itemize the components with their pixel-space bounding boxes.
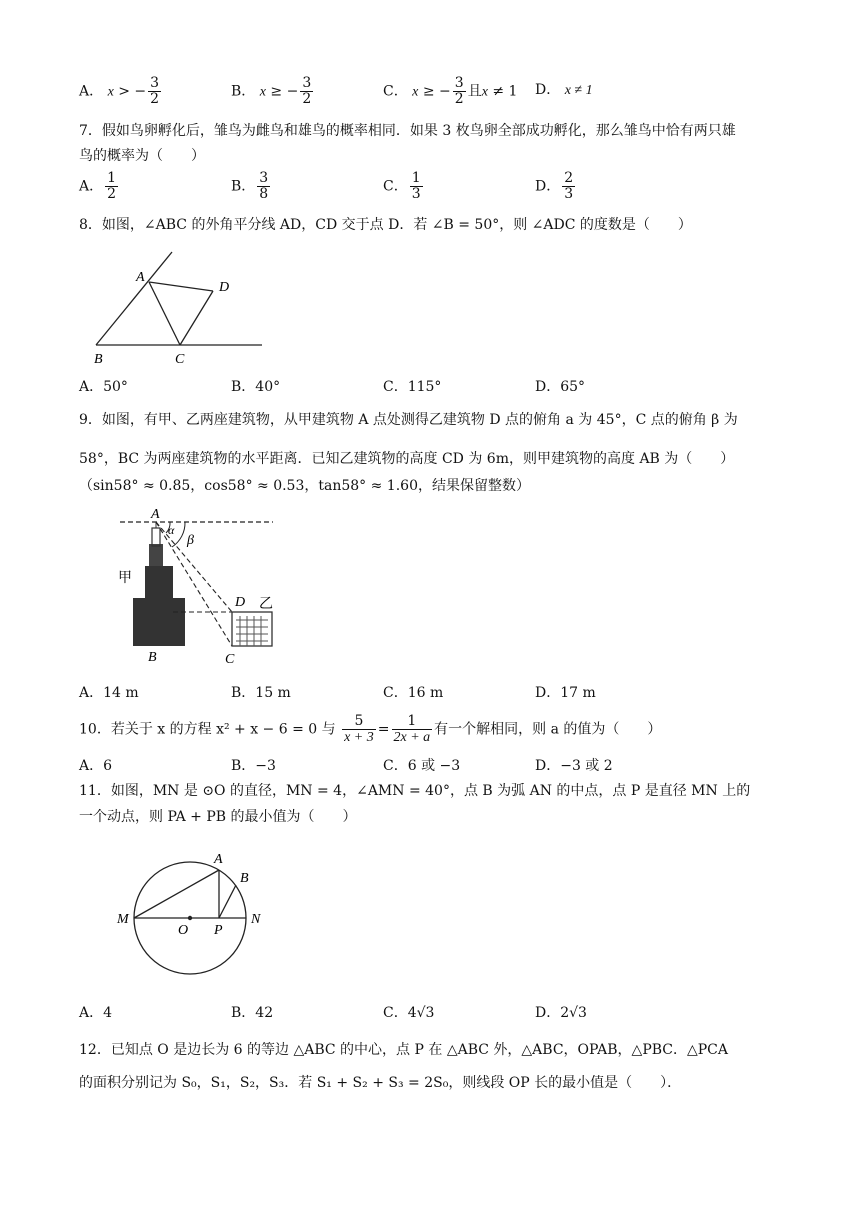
denominator: 3 — [564, 186, 574, 202]
q7-option-b — [231, 171, 272, 202]
q10-option-b: B．−3 — [231, 758, 276, 774]
label-o: O — [178, 923, 189, 938]
q9-figure — [115, 500, 295, 670]
option-label: A． — [79, 83, 104, 100]
label-n: N — [251, 912, 261, 927]
q11-figure — [112, 848, 277, 978]
q12-text-line2: 的面积分别记为 S₀，S₁，S₂，S₃．若 S₁ + S₂ + S₃ = 2S₀，则线段 OP 长的最小值是（ ）． — [79, 1075, 682, 1091]
label-beta: β — [187, 533, 194, 548]
question-number: 9． — [79, 412, 102, 428]
q10-option-a: A．6 — [79, 758, 113, 774]
q11-line1: 如图，MN 是 ⊙O 的直径，MN = 4，∠AMN = 40°，点 B 为弧 AN 的中点，点 P 是直径 MN 上的 — [110, 783, 751, 799]
label-a: A — [136, 270, 145, 285]
option-label: B． — [231, 83, 256, 100]
denominator: 3 — [411, 186, 421, 202]
q6-option-b: B． x ≥ − $\frac{3}{2}$ — [231, 75, 312, 107]
q6-option-d — [535, 80, 593, 101]
q9-option-d: D．17 m — [535, 685, 596, 701]
q8-option-a: A．50° — [79, 379, 128, 395]
q11-text — [79, 781, 750, 801]
q11-option-a: A．4 — [79, 1005, 113, 1021]
option-label: D． — [535, 178, 561, 195]
label-p: P — [214, 923, 223, 938]
label-a: A — [214, 852, 223, 867]
q7-text — [79, 121, 736, 141]
numerator: 2 — [564, 170, 574, 186]
q8-option-b: B．40° — [231, 379, 281, 395]
q8-text — [79, 215, 692, 235]
q7-option-d — [535, 171, 577, 202]
option-label: B． — [231, 178, 256, 195]
q8-option-c: C．115° — [383, 379, 442, 395]
q8-line: 如图，∠ABC 的外角平分线 AD，CD 交于点 D．若 ∠B = 50°，则 ∠ADC 的度数是（ ） — [101, 217, 692, 233]
option-c-tail: 且 — [467, 83, 482, 100]
q11-text-line2: 一个动点，则 PA + PB 的最小值为（ ） — [79, 809, 357, 825]
label-d: D — [219, 280, 230, 295]
question-number: 10． — [79, 721, 111, 738]
q8-option-d: D．65° — [535, 379, 586, 395]
question-number: 12． — [79, 1042, 111, 1058]
option-d-text: x ≠ 1 — [564, 83, 593, 98]
label-a: A — [151, 507, 160, 522]
option-label: D． — [535, 82, 561, 98]
label-alpha: α — [168, 523, 175, 537]
label-d: D — [235, 595, 246, 610]
denominator: 2 — [107, 186, 117, 202]
q10-text — [79, 714, 661, 745]
q7-option-c — [383, 171, 425, 202]
label-c: C — [225, 652, 235, 667]
q6-option-c: C． x ≥ − $\frac{3}{2}$ 且x ≠ 1 — [383, 75, 518, 107]
denominator: 8 — [259, 186, 269, 202]
q12-text — [79, 1040, 728, 1060]
option-label: C． — [383, 178, 408, 195]
fraction1-denominator: x + 3 — [344, 730, 374, 745]
q10-option-d: D．−3 或 2 — [535, 758, 613, 774]
q11-option-d: D．2√3 — [535, 1005, 587, 1021]
label-jia: 甲 — [118, 571, 132, 586]
option-label: A． — [79, 178, 104, 195]
label-m: M — [117, 912, 129, 927]
q11-option-c: C．4√3 — [383, 1005, 435, 1021]
question-number: 7． — [79, 123, 102, 139]
q9-option-a: A．14 m — [79, 685, 139, 701]
q9-line1: 如图，有甲、乙两座建筑物，从甲建筑物 A 点处测得乙建筑物 D 点的俯角 a 为 45°，C 点的俯角 β 为 — [101, 412, 738, 428]
q9-text-line3: （sin58° ≈ 0.85，cos58° ≈ 0.53，tan58° ≈ 1.60，结果保留整数） — [79, 478, 530, 494]
q12-line1: 已知点 O 是边长为 6 的等边 △ABC 的中心，点 P 在 △ABC 外，△ABC，OPAB，△PBC．△PCA — [110, 1042, 729, 1058]
q7-line1: 假如鸟卵孵化后，雏鸟为雌鸟和雄鸟的概率相同．如果 3 枚鸟卵全部成功孵化，那么雏鸟中恰有两只雄 — [101, 123, 736, 139]
question-number: 8． — [79, 217, 102, 233]
q9-option-b: B．15 m — [231, 685, 291, 701]
label-b: B — [148, 650, 157, 665]
q8-figure — [88, 248, 268, 370]
option-label: C． — [383, 83, 408, 100]
q7-text-line2: 鸟的概率为（ ） — [79, 148, 205, 164]
label-c: C — [175, 352, 185, 367]
q10-text-post: 有一个解相同，则 a 的值为（ ） — [434, 721, 662, 738]
question-number: 11． — [79, 783, 111, 799]
fraction1-numerator: 5 — [342, 714, 376, 730]
q11-option-b: B．42 — [231, 1005, 274, 1021]
numerator: 1 — [411, 170, 421, 186]
q6-option-a: A． x > − $\frac{3}{2}$ — [79, 75, 160, 107]
equals-sign: = — [377, 721, 390, 738]
label-yi: 乙 — [259, 597, 273, 612]
q10-option-c: C．6 或 −3 — [383, 758, 461, 774]
q9-text-line2: 58°，BC 为两座建筑物的水平距离．已知乙建筑物的高度 CD 为 6m，则甲建筑物的高度 AB 为（ ） — [79, 451, 735, 467]
fraction2-denominator: 2x + a — [393, 730, 431, 745]
q7-option-a — [79, 171, 120, 202]
numerator: 3 — [259, 170, 269, 186]
q10-text-pre: 若关于 x 的方程 x² + x − 6 = 0 与 — [110, 721, 336, 738]
numerator: 1 — [107, 170, 117, 186]
label-b: B — [94, 352, 103, 367]
q9-option-c: C．16 m — [383, 685, 444, 701]
q9-text — [79, 410, 738, 430]
label-b: B — [240, 871, 249, 886]
fraction2-numerator: 1 — [392, 714, 433, 730]
